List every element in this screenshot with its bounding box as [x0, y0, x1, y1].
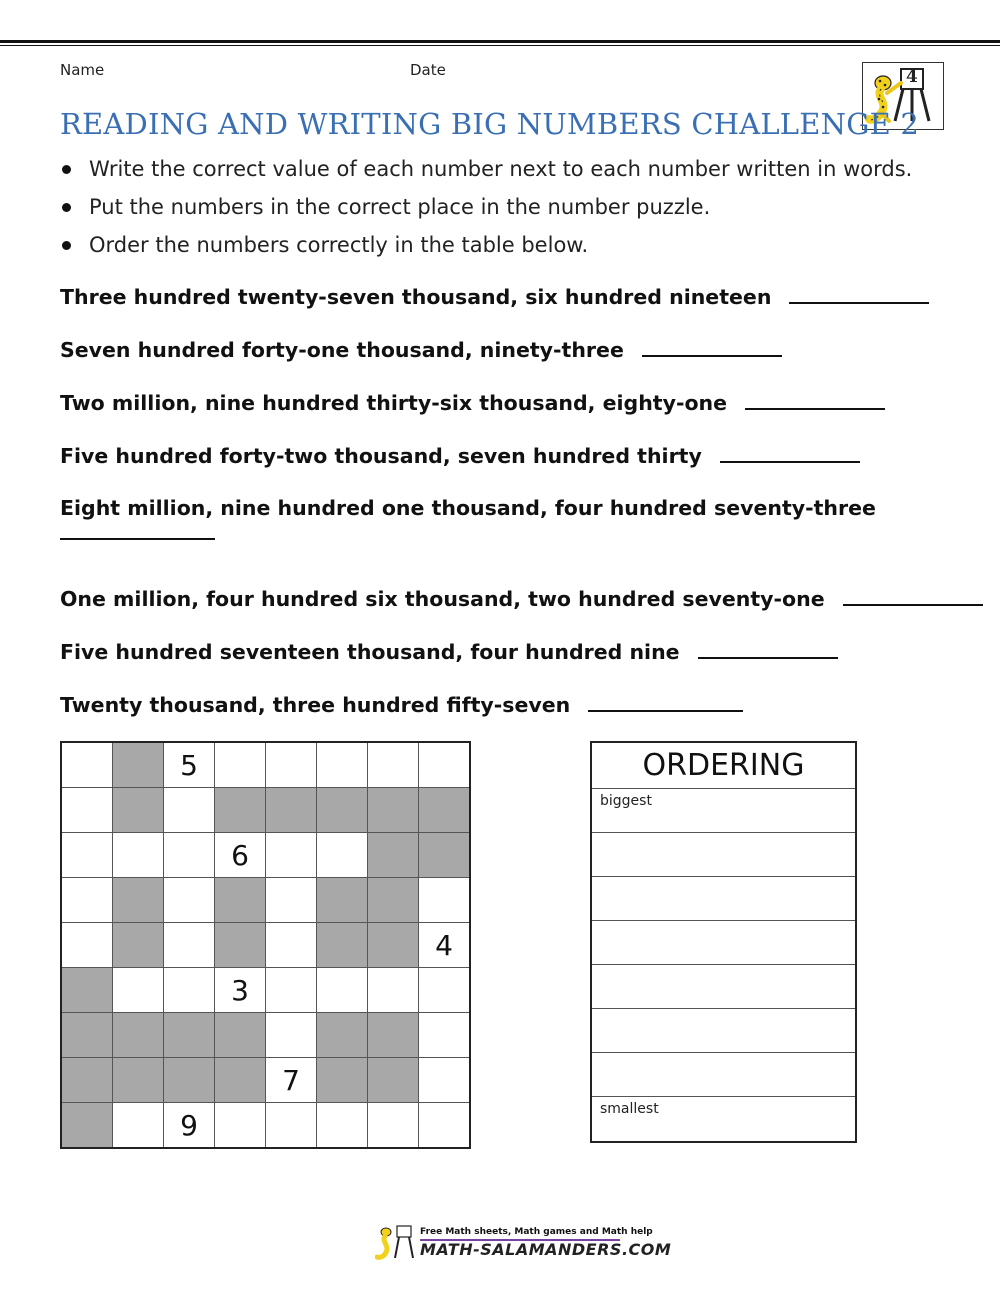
puzzle-cell-empty[interactable] [61, 923, 113, 968]
puzzle-cell-shaded [215, 1058, 266, 1103]
puzzle-row [61, 1103, 470, 1149]
ordering-row[interactable] [592, 921, 855, 965]
ordering-row[interactable] [592, 1053, 855, 1097]
ordering-row[interactable] [592, 833, 855, 877]
puzzle-cell-shaded [215, 878, 266, 923]
puzzle-cell-empty[interactable] [317, 968, 368, 1013]
puzzle-row [61, 968, 470, 1013]
number-puzzle-grid [60, 741, 471, 1149]
answer-blank[interactable] [720, 443, 860, 463]
question-row [60, 639, 838, 664]
puzzle-cell-given: 7 [266, 1058, 317, 1103]
puzzle-cell-shaded [317, 1013, 368, 1058]
puzzle-cell-empty[interactable] [419, 742, 471, 788]
answer-blank[interactable] [642, 337, 782, 357]
top-rule [0, 40, 1000, 46]
answer-blank[interactable] [745, 390, 885, 410]
puzzle-row [61, 878, 470, 923]
question-text: Twenty thousand, three hundred fifty-seven [60, 693, 571, 717]
puzzle-cell-shaded [113, 1058, 164, 1103]
grade-badge: 4 [906, 67, 918, 87]
puzzle-cell-shaded [61, 1058, 113, 1103]
page-title: READING AND WRITING BIG NUMBERS CHALLENGE 2 [60, 107, 920, 141]
puzzle-cell-shaded [61, 968, 113, 1013]
puzzle-cell-empty[interactable] [419, 878, 471, 923]
puzzle-cell-shaded [113, 923, 164, 968]
puzzle-cell-empty[interactable] [266, 833, 317, 878]
puzzle-cell-given: 3 [215, 968, 266, 1013]
question-row [60, 284, 929, 309]
puzzle-cell-shaded [61, 1013, 113, 1058]
puzzle-cell-shaded [368, 788, 419, 833]
instruction-item: Write the correct value of each number next to each number written in words. [60, 150, 912, 188]
puzzle-cell-empty[interactable] [164, 788, 215, 833]
puzzle-cell-shaded [113, 788, 164, 833]
puzzle-cell-shaded [368, 833, 419, 878]
puzzle-cell-empty[interactable] [266, 1013, 317, 1058]
date-label: Date [410, 61, 446, 79]
answer-blank[interactable] [789, 284, 929, 304]
instruction-item: Put the numbers in the correct place in the number puzzle. [60, 188, 912, 226]
puzzle-cell-shaded [113, 1013, 164, 1058]
answer-blank[interactable] [60, 538, 215, 540]
ordering-title: ORDERING [592, 743, 855, 789]
puzzle-cell-shaded [164, 1058, 215, 1103]
puzzle-cell-empty[interactable] [368, 968, 419, 1013]
question-row [60, 443, 860, 468]
question-text: Two million, nine hundred thirty-six thousand, eighty-one [60, 391, 728, 415]
puzzle-cell-empty[interactable] [317, 833, 368, 878]
puzzle-cell-empty[interactable] [419, 968, 471, 1013]
question-row [60, 496, 876, 520]
answer-blank[interactable] [698, 639, 838, 659]
puzzle-row [61, 742, 470, 788]
puzzle-row [61, 1013, 470, 1058]
instruction-item: Order the numbers correctly in the table below. [60, 226, 912, 264]
puzzle-cell-empty[interactable] [164, 878, 215, 923]
puzzle-cell-given: 6 [215, 833, 266, 878]
puzzle-cell-empty[interactable] [266, 878, 317, 923]
ordering-row[interactable] [592, 965, 855, 1009]
puzzle-cell-empty[interactable] [266, 923, 317, 968]
puzzle-cell-empty[interactable] [215, 742, 266, 788]
puzzle-cell-given: 9 [164, 1103, 215, 1149]
puzzle-cell-empty[interactable] [164, 833, 215, 878]
question-text: One million, four hundred six thousand, two hundred seventy-one [60, 587, 825, 611]
question-text: Five hundred forty-two thousand, seven hundred thirty [60, 444, 702, 468]
question-text: Three hundred twenty-seven thousand, six hundred nineteen [60, 285, 772, 309]
puzzle-cell-shaded [368, 878, 419, 923]
puzzle-cell-shaded [419, 833, 471, 878]
puzzle-cell-shaded [317, 788, 368, 833]
puzzle-cell-empty[interactable] [266, 1103, 317, 1149]
puzzle-cell-empty[interactable] [368, 1103, 419, 1149]
ordering-table [590, 741, 857, 1143]
puzzle-row [61, 788, 470, 833]
puzzle-cell-empty[interactable] [113, 833, 164, 878]
ordering-row[interactable]: smallest [600, 1101, 659, 1117]
puzzle-cell-shaded [419, 788, 471, 833]
instruction-list [60, 150, 912, 264]
puzzle-cell-empty[interactable] [368, 742, 419, 788]
name-label: Name [60, 61, 105, 79]
question-text: Eight million, nine hundred one thousand, four hundred seventy-three [60, 496, 876, 520]
puzzle-cell-empty[interactable] [317, 1103, 368, 1149]
puzzle-cell-empty[interactable] [266, 742, 317, 788]
puzzle-cell-empty[interactable] [419, 1103, 471, 1149]
ordering-row[interactable]: biggest [592, 789, 855, 833]
puzzle-cell-empty[interactable] [61, 878, 113, 923]
answer-blank[interactable] [843, 586, 983, 606]
puzzle-cell-shaded [266, 788, 317, 833]
puzzle-cell-shaded [368, 1013, 419, 1058]
puzzle-cell-shaded [368, 1058, 419, 1103]
ordering-row[interactable] [592, 877, 855, 921]
footer-tagline: Free Math sheets, Math games and Math help [420, 1227, 653, 1237]
question-row [60, 390, 885, 415]
puzzle-cell-given: 5 [164, 742, 215, 788]
puzzle-cell-given: 4 [419, 923, 471, 968]
puzzle-cell-shaded [61, 1103, 113, 1149]
puzzle-cell-shaded [215, 1013, 266, 1058]
puzzle-cell-shaded [215, 923, 266, 968]
puzzle-row [61, 1058, 470, 1103]
puzzle-row [61, 833, 470, 878]
question-row [60, 692, 743, 717]
question-text: Five hundred seventeen thousand, four hundred nine [60, 640, 680, 664]
puzzle-cell-empty[interactable] [61, 742, 113, 788]
puzzle-cell-empty[interactable] [61, 833, 113, 878]
ordering-row[interactable] [592, 1009, 855, 1053]
puzzle-cell-shaded [317, 878, 368, 923]
puzzle-cell-shaded [317, 1058, 368, 1103]
puzzle-cell-empty[interactable] [164, 968, 215, 1013]
puzzle-cell-shaded [113, 742, 164, 788]
puzzle-cell-empty[interactable] [419, 1013, 471, 1058]
puzzle-cell-empty[interactable] [113, 968, 164, 1013]
puzzle-cell-empty[interactable] [164, 923, 215, 968]
puzzle-cell-empty[interactable] [419, 1058, 471, 1103]
puzzle-cell-empty[interactable] [113, 1103, 164, 1149]
question-row [60, 586, 983, 611]
puzzle-row [61, 923, 470, 968]
puzzle-cell-shaded [368, 923, 419, 968]
puzzle-cell-empty[interactable] [61, 788, 113, 833]
salamander-footer-icon [375, 1222, 417, 1266]
puzzle-cell-shaded [317, 923, 368, 968]
question-row [60, 337, 782, 362]
answer-blank[interactable] [588, 692, 743, 712]
puzzle-cell-shaded [113, 878, 164, 923]
puzzle-cell-empty[interactable] [215, 1103, 266, 1149]
puzzle-cell-shaded [215, 788, 266, 833]
puzzle-cell-empty[interactable] [266, 968, 317, 1013]
puzzle-cell-shaded [164, 1013, 215, 1058]
puzzle-cell-empty[interactable] [317, 742, 368, 788]
footer-site-link[interactable]: MATH-SALAMANDERS.COM [420, 1240, 672, 1259]
question-text: Seven hundred forty-one thousand, ninety-three [60, 338, 624, 362]
